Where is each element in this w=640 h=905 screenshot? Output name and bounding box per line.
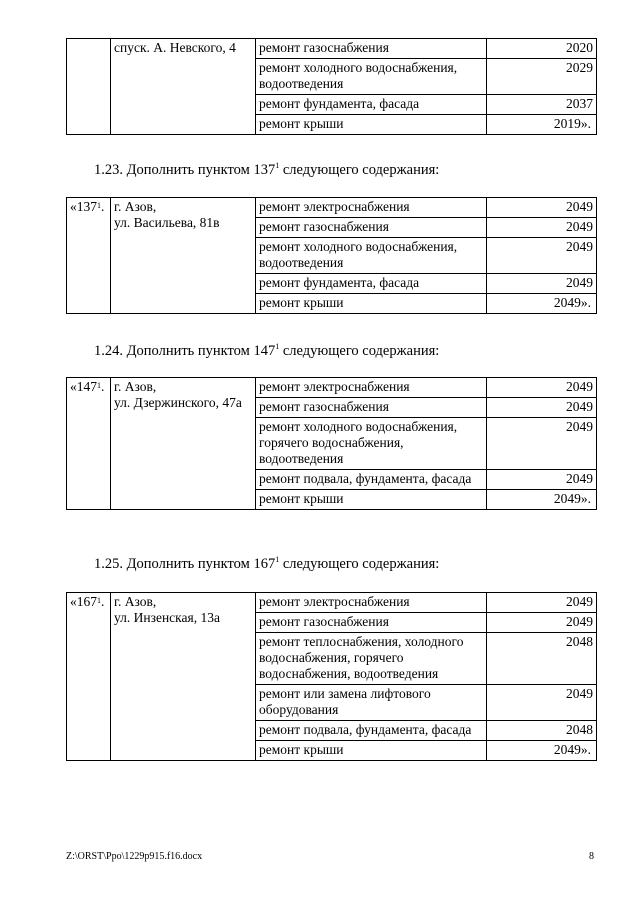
year-cell: 2049 [487,613,597,633]
year-cell: 2049 [487,238,597,274]
work-type-cell: ремонт фундамента, фасада [256,95,487,115]
work-type-cell: ремонт подвала, фундамента, фасада [256,721,487,741]
work-type-cell: ремонт газоснабжения [256,398,487,418]
year-cell: 2037 [487,95,597,115]
year-cell: 2019». [487,115,597,135]
year-cell: 2049 [487,274,597,294]
year-cell: 2048 [487,633,597,685]
year-cell: 2049». [487,741,597,761]
year-cell: 2049 [487,418,597,470]
year-cell: 2049 [487,378,597,398]
year-cell: 2049». [487,294,597,314]
table-item-167-1 [66,592,597,761]
paragraph-text-end: следующего содержания: [279,343,440,359]
paragraph-text-end: следующего содержания: [279,162,440,178]
paragraph-text: 1.24. Дополнить пунктом 147 [94,343,276,359]
paragraph-text-end: следующего содержания: [279,556,440,572]
work-type-cell: ремонт холодного водоснабжения, горячего водоснабжения, водоотведения [256,418,487,470]
table-row [67,593,597,613]
superscript: 1 [275,555,280,564]
item-number: «137 [70,199,97,214]
work-type-cell: ремонт крыши [256,741,487,761]
table-continuation [66,38,597,135]
item-number-suffix: . [101,199,105,214]
address-cell: г. Азов, ул. Васильева, 81в [111,198,256,314]
item-number-superscript: 1 [97,596,101,605]
table-row [67,378,597,398]
work-type-cell: ремонт холодного водоснабжения, водоотведения [256,238,487,274]
table-row [67,39,597,59]
item-number-cell [67,378,111,510]
year-cell: 2029 [487,59,597,95]
work-type-cell: ремонт крыши [256,294,487,314]
work-type-cell: ремонт подвала, фундамента, фасада [256,470,487,490]
work-type-cell: ремонт электроснабжения [256,198,487,218]
work-type-cell: ремонт электроснабжения [256,378,487,398]
superscript: 1 [275,342,280,351]
paragraph-1-25 [94,556,439,573]
superscript: 1 [275,161,280,170]
table-item-147-1 [66,377,597,510]
year-cell: 2020 [487,39,597,59]
work-type-cell: ремонт электроснабжения [256,593,487,613]
footer-file-path: Z:\ORST\Ppo\1229p915.f16.docx [66,851,203,862]
item-number-superscript: 1 [97,381,101,390]
work-type-cell: ремонт газоснабжения [256,613,487,633]
work-type-cell: ремонт фундамента, фасада [256,274,487,294]
paragraph-text: 1.23. Дополнить пунктом 137 [94,162,276,178]
year-cell: 2049 [487,685,597,721]
year-cell: 2049 [487,398,597,418]
footer-page-number: 8 [589,851,594,862]
year-cell: 2048 [487,721,597,741]
work-type-cell: ремонт крыши [256,490,487,510]
year-cell: 2049». [487,490,597,510]
work-type-cell: ремонт или замена лифтового оборудования [256,685,487,721]
work-type-cell: ремонт теплоснабжения, холодного водоснабжения, горячего водоснабжения, водоотведения [256,633,487,685]
year-cell: 2049 [487,593,597,613]
item-number-suffix: . [101,379,105,394]
address-cell: спуск. А. Невского, 4 [111,39,256,135]
paragraph-1-24 [94,343,439,360]
paragraph-text: 1.25. Дополнить пунктом 167 [94,556,276,572]
item-number-suffix: . [101,594,105,609]
item-number: «147 [70,379,97,394]
year-cell: 2049 [487,198,597,218]
year-cell: 2049 [487,470,597,490]
address-cell: г. Азов, ул. Дзержинского, 47а [111,378,256,510]
item-number: «167 [70,594,97,609]
year-cell: 2049 [487,218,597,238]
table-item-137-1 [66,197,597,314]
work-type-cell: ремонт газоснабжения [256,39,487,59]
paragraph-1-23 [94,162,439,179]
address-cell: г. Азов, ул. Инзенская, 13а [111,593,256,761]
work-type-cell: ремонт крыши [256,115,487,135]
work-type-cell: ремонт газоснабжения [256,218,487,238]
item-number-superscript: 1 [97,201,101,210]
work-type-cell: ремонт холодного водоснабжения, водоотведения [256,59,487,95]
item-number-cell [67,39,111,135]
item-number-cell [67,593,111,761]
item-number-cell [67,198,111,314]
table-row [67,198,597,218]
